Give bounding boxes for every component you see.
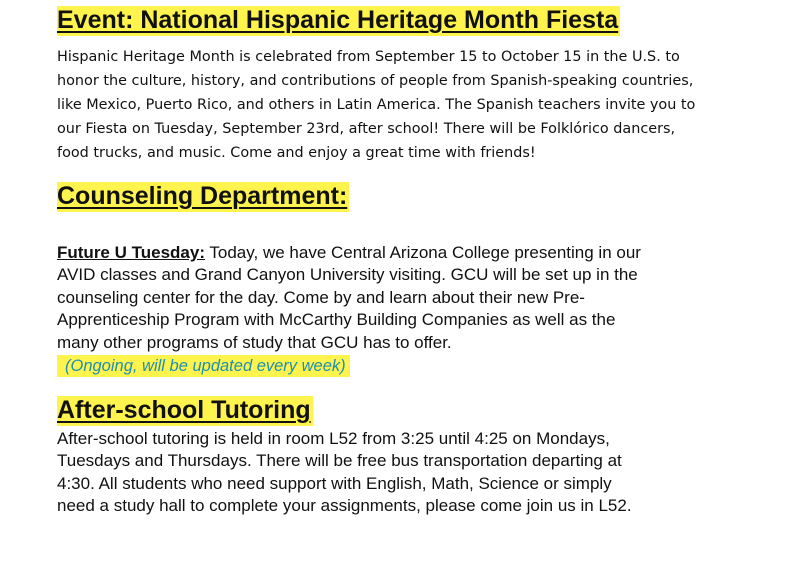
ongoing-note: (Ongoing, will be updated every week) xyxy=(57,355,350,377)
tutoring-heading: After-school Tutoring xyxy=(57,396,311,424)
counseling-line: Apprenticeship Program with McCarthy Building Companies as well as the xyxy=(57,310,616,330)
counseling-line: Today, we have Central Arizona College presenting in our xyxy=(204,242,641,262)
tutoring-body xyxy=(57,428,797,518)
event-heading: Event: National Hispanic Heritage Month Fiesta xyxy=(57,6,619,34)
counseling-line: counseling center for the day. Come by and learn about their new Pre- xyxy=(57,287,585,307)
counseling-body xyxy=(57,242,797,378)
counseling-line: AVID classes and Grand Canyon University visiting. GCU will be set up in the xyxy=(57,265,638,285)
future-u-tuesday-label: Future U Tuesday: xyxy=(57,242,205,262)
counseling-heading: Counseling Department: xyxy=(57,182,348,210)
event-line: like Mexico, Puerto Rico, and others in Latin America. The Spanish teachers invite you to xyxy=(57,96,696,113)
tutoring-line: Tuesdays and Thursdays. There will be free bus transportation departing at xyxy=(57,451,622,471)
counseling-line-first xyxy=(57,242,797,265)
tutoring-line: After-school tutoring is held in room L52 from 3:25 until 4:25 on Mondays, xyxy=(57,428,610,448)
event-line: Hispanic Heritage Month is celebrated from September 15 to October 15 in the U.S. to xyxy=(57,48,680,65)
tutoring-line: need a study hall to complete your assignments, please come join us in L52. xyxy=(57,496,632,516)
event-section xyxy=(57,6,797,165)
counseling-section xyxy=(57,182,797,378)
event-body xyxy=(57,45,797,165)
event-line: honor the culture, history, and contributions of people from Spanish-speaking countries, xyxy=(57,72,694,89)
tutoring-line: 4:30. All students who need support with English, Math, Science or simply xyxy=(57,473,612,493)
event-line: food trucks, and music. Come and enjoy a great time with friends! xyxy=(57,144,536,161)
counseling-line: many other programs of study that GCU has to offer. xyxy=(57,332,452,352)
event-line: our Fiesta on Tuesday, September 23rd, after school! There will be Folklórico dancers, xyxy=(57,120,676,137)
tutoring-section xyxy=(57,396,797,518)
